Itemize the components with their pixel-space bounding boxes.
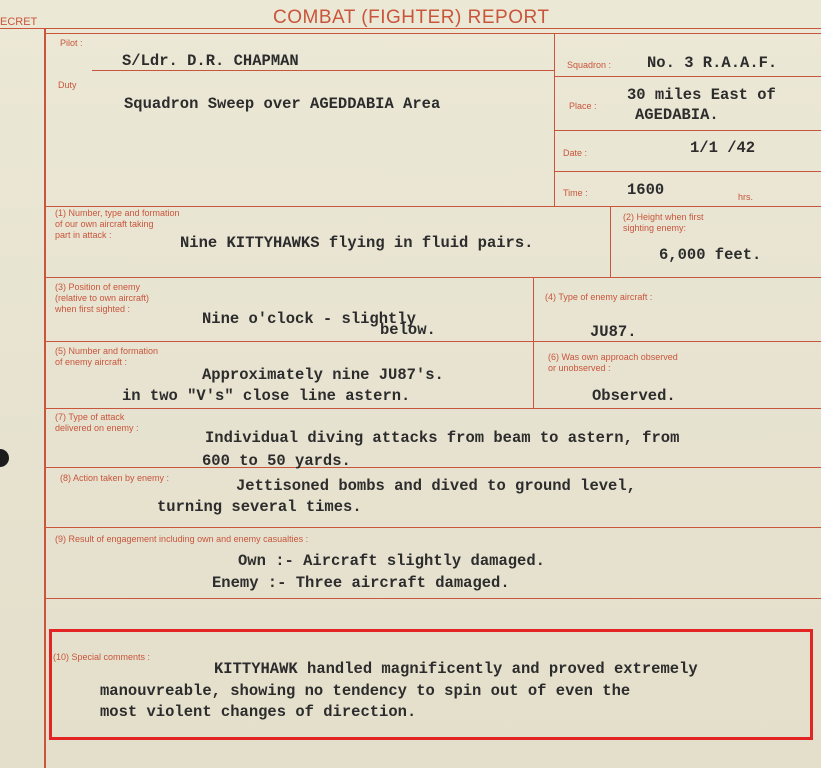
highlight-box (49, 629, 813, 740)
s2-label: (2) Height when first sighting enemy: (623, 212, 704, 233)
s9-label: (9) Result of engagement including own and enemy casualties : (55, 534, 309, 544)
s9-value-line2: Enemy :- Three aircraft damaged. (212, 574, 510, 592)
squadron-value: No. 3 R.A.A.F. (647, 54, 778, 72)
s10-label: (10) Special comments : (53, 652, 151, 662)
right-column-divider (554, 34, 555, 206)
s6-label: (6) Was own approach observed or unobserved : (548, 352, 678, 373)
s9-bottom-rule (44, 598, 821, 599)
time-value: 1600 (627, 181, 665, 199)
s8-value-line1: Jettisoned bombs and dived to ground level, (236, 477, 636, 495)
time-unit: hrs. (738, 192, 754, 202)
s4-label: (4) Type of enemy aircraft : (545, 292, 653, 302)
s3-bottom-rule (44, 341, 821, 342)
s1-label: (1) Number, type and formation of our own aircraft taking part in attack : (55, 208, 180, 240)
s5-value-line1: Approximately nine JU87's. (202, 366, 444, 384)
pilot-label: Pilot : (60, 38, 83, 48)
place-value-line1: 30 miles East of (627, 86, 776, 104)
s10-value-line2: manouvreable, showing no tendency to spin out of even the (100, 682, 631, 700)
squadron-label: Squadron : (567, 60, 612, 70)
s9-value-line1: Own :- Aircraft slightly damaged. (238, 552, 545, 570)
squadron-underline (555, 76, 821, 77)
punch-hole (0, 449, 9, 467)
classification-stamp: ECRET (0, 16, 38, 28)
duty-label: Duty (58, 80, 77, 90)
s7-value-line1: Individual diving attacks from beam to astern, from (205, 429, 680, 447)
s4-value: JU87. (590, 323, 637, 341)
s3-value: Nine o'clock - slightly (202, 310, 416, 328)
place-value-line2: AGEDABIA. (635, 106, 719, 124)
s1-value: Nine KITTYHAWKS flying in fluid pairs. (180, 234, 534, 252)
s8-label: (8) Action taken by enemy : (60, 473, 170, 483)
s3-label: (3) Position of enemy (relative to own aircraft) when first sighted : (55, 282, 150, 314)
s8-bottom-rule (44, 527, 821, 528)
s5-label: (5) Number and formation of enemy aircraft : (55, 346, 159, 367)
time-label: Time : (563, 188, 588, 198)
s1-right-divider (610, 207, 611, 277)
s3-value-extra: below. (380, 321, 436, 339)
s3-right-divider (533, 278, 534, 408)
s5-bottom-rule (44, 408, 821, 409)
date-value: 1/1 /42 (690, 139, 756, 157)
s5-value-line2: in two "V's" close line astern. (122, 387, 411, 405)
place-underline (555, 130, 821, 131)
form-left-border (44, 28, 46, 768)
pilot-value: S/Ldr. D.R. CHAPMAN (122, 52, 299, 70)
s2-value: 6,000 feet. (659, 246, 762, 264)
top-rule-2 (44, 33, 821, 34)
s7-bottom-rule (44, 467, 821, 468)
place-label: Place : (569, 101, 597, 111)
s1-bottom-rule (44, 277, 821, 278)
form-title: COMBAT (FIGHTER) REPORT (273, 7, 550, 28)
s7-value-line2: 600 to 50 yards. (202, 452, 351, 470)
s8-value-line2: turning several times. (157, 498, 362, 516)
date-label: Date : (563, 148, 588, 158)
date-underline (555, 171, 821, 172)
s10-value-line1: KITTYHAWK handled magnificently and proved extremely (214, 660, 698, 678)
header-bottom-rule (44, 206, 821, 207)
s7-label: (7) Type of attack delivered on enemy : (55, 412, 139, 433)
s10-value-line3: most violent changes of direction. (100, 703, 417, 721)
s6-value: Observed. (592, 387, 676, 405)
duty-value: Squadron Sweep over AGEDDABIA Area (124, 95, 441, 113)
